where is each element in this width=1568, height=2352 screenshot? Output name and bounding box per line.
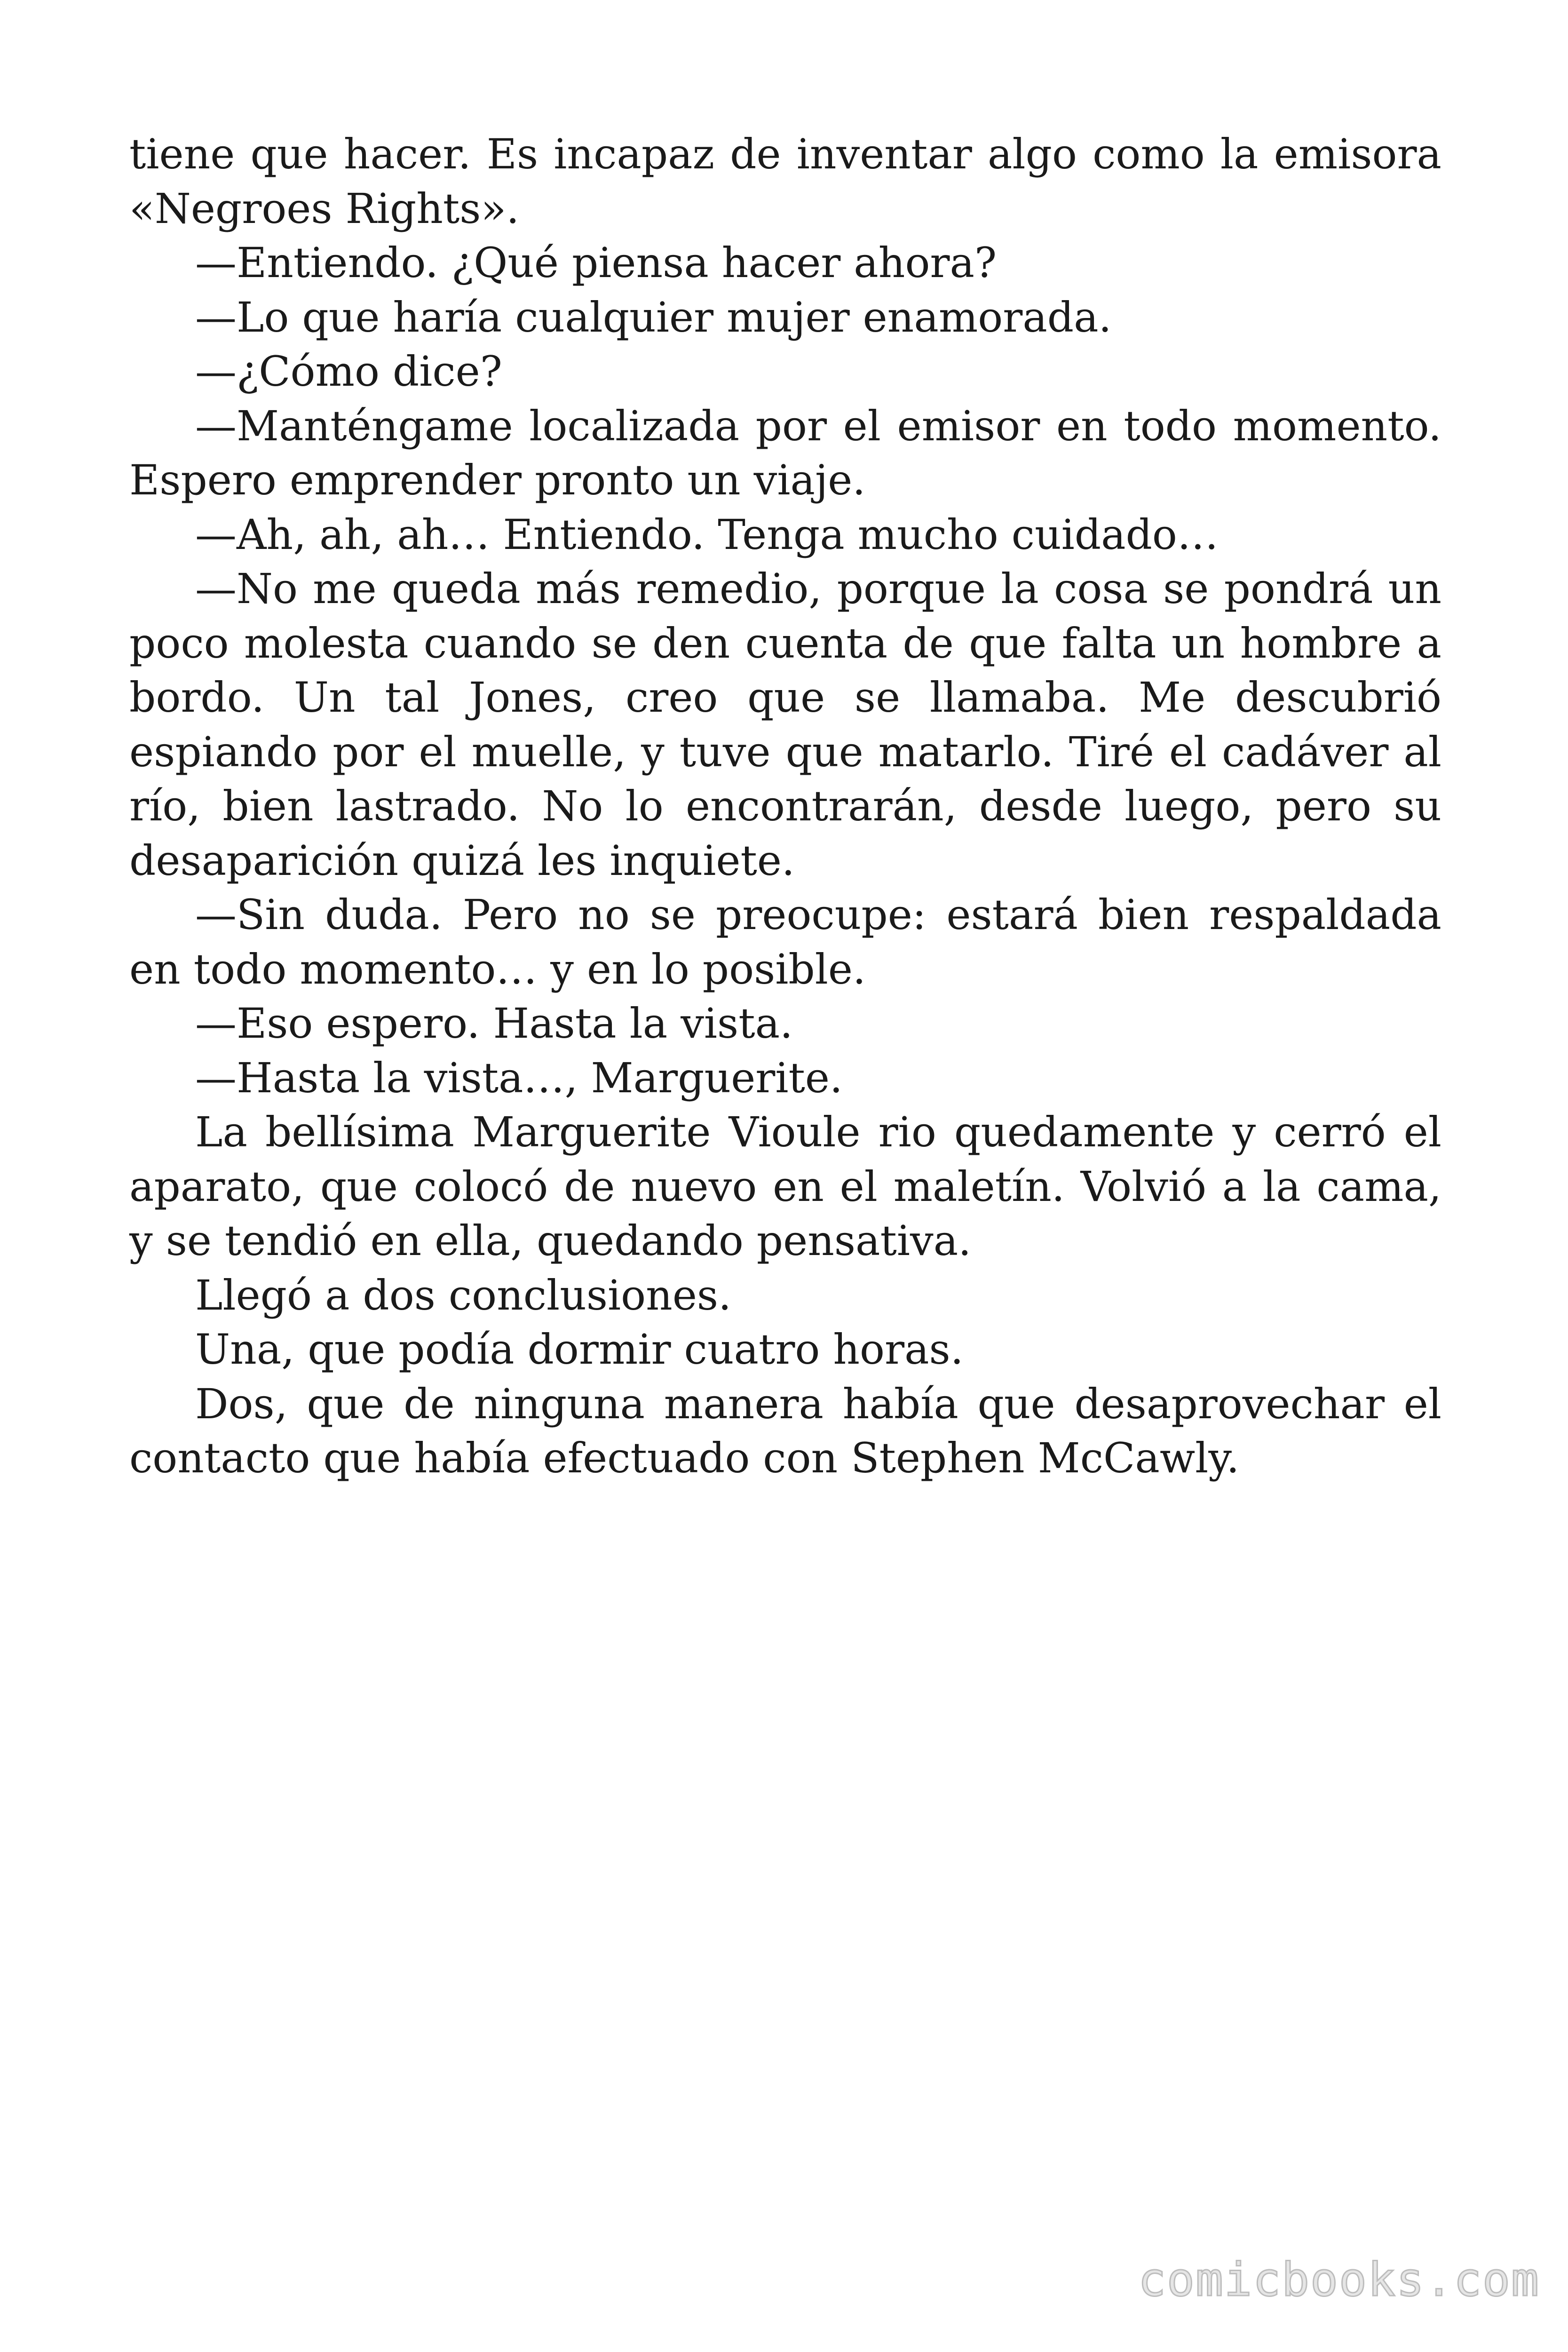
paragraph: La bellísima Marguerite Vioule rio quedamente y cerró el aparato, que colocó de nuevo en el maletín. Volvió a la cama, y se tendió en ella, quedando pensativa. [129, 1108, 1441, 1265]
paragraph: —Manténgame localizada por el emisor en todo momento. Espero emprender pronto un viaje. [129, 401, 1441, 504]
paragraph: Dos, que de ninguna manera había que desaprovechar el contacto que había efectuado con Stephen McCawly. [129, 1379, 1441, 1482]
page-body [129, 127, 1441, 1486]
paragraph: —Entiendo. ¿Qué piensa hacer ahora? [195, 238, 997, 287]
paragraph: —Sin duda. Pero no se preocupe: estará bien respaldada en todo momento… y en lo posible. [129, 890, 1441, 993]
paragraph: Una, que podía dormir cuatro horas. [195, 1325, 964, 1374]
paragraph: tiene que hacer. Es incapaz de inventar algo como la emisora «Negroes Rights». [129, 130, 1441, 233]
watermark: comicbooks.com [1138, 2253, 1540, 2307]
paragraph: —No me queda más remedio, porque la cosa se pondrá un poco molesta cuando se den cuenta de que falta un hombre a bordo. Un tal Jones, creo que se llamaba. Me descubrió espiando por el muelle, y tuve que matarlo. Tiré el cadáver al río, bien lastrado. No lo encontrarán, desde luego, pero su desaparición quizá les inquiete. [129, 564, 1441, 885]
paragraph: —Ah, ah, ah… Entiendo. Tenga mucho cuidado… [195, 510, 1219, 559]
paragraph: —Hasta la vista…, Marguerite. [195, 1053, 843, 1102]
paragraph: Llegó a dos conclusiones. [195, 1271, 732, 1319]
paragraph: —Eso espero. Hasta la vista. [195, 999, 793, 1048]
paragraph: —Lo que haría cualquier mujer enamorada. [195, 293, 1112, 342]
paragraph: —¿Cómo dice? [195, 347, 502, 396]
